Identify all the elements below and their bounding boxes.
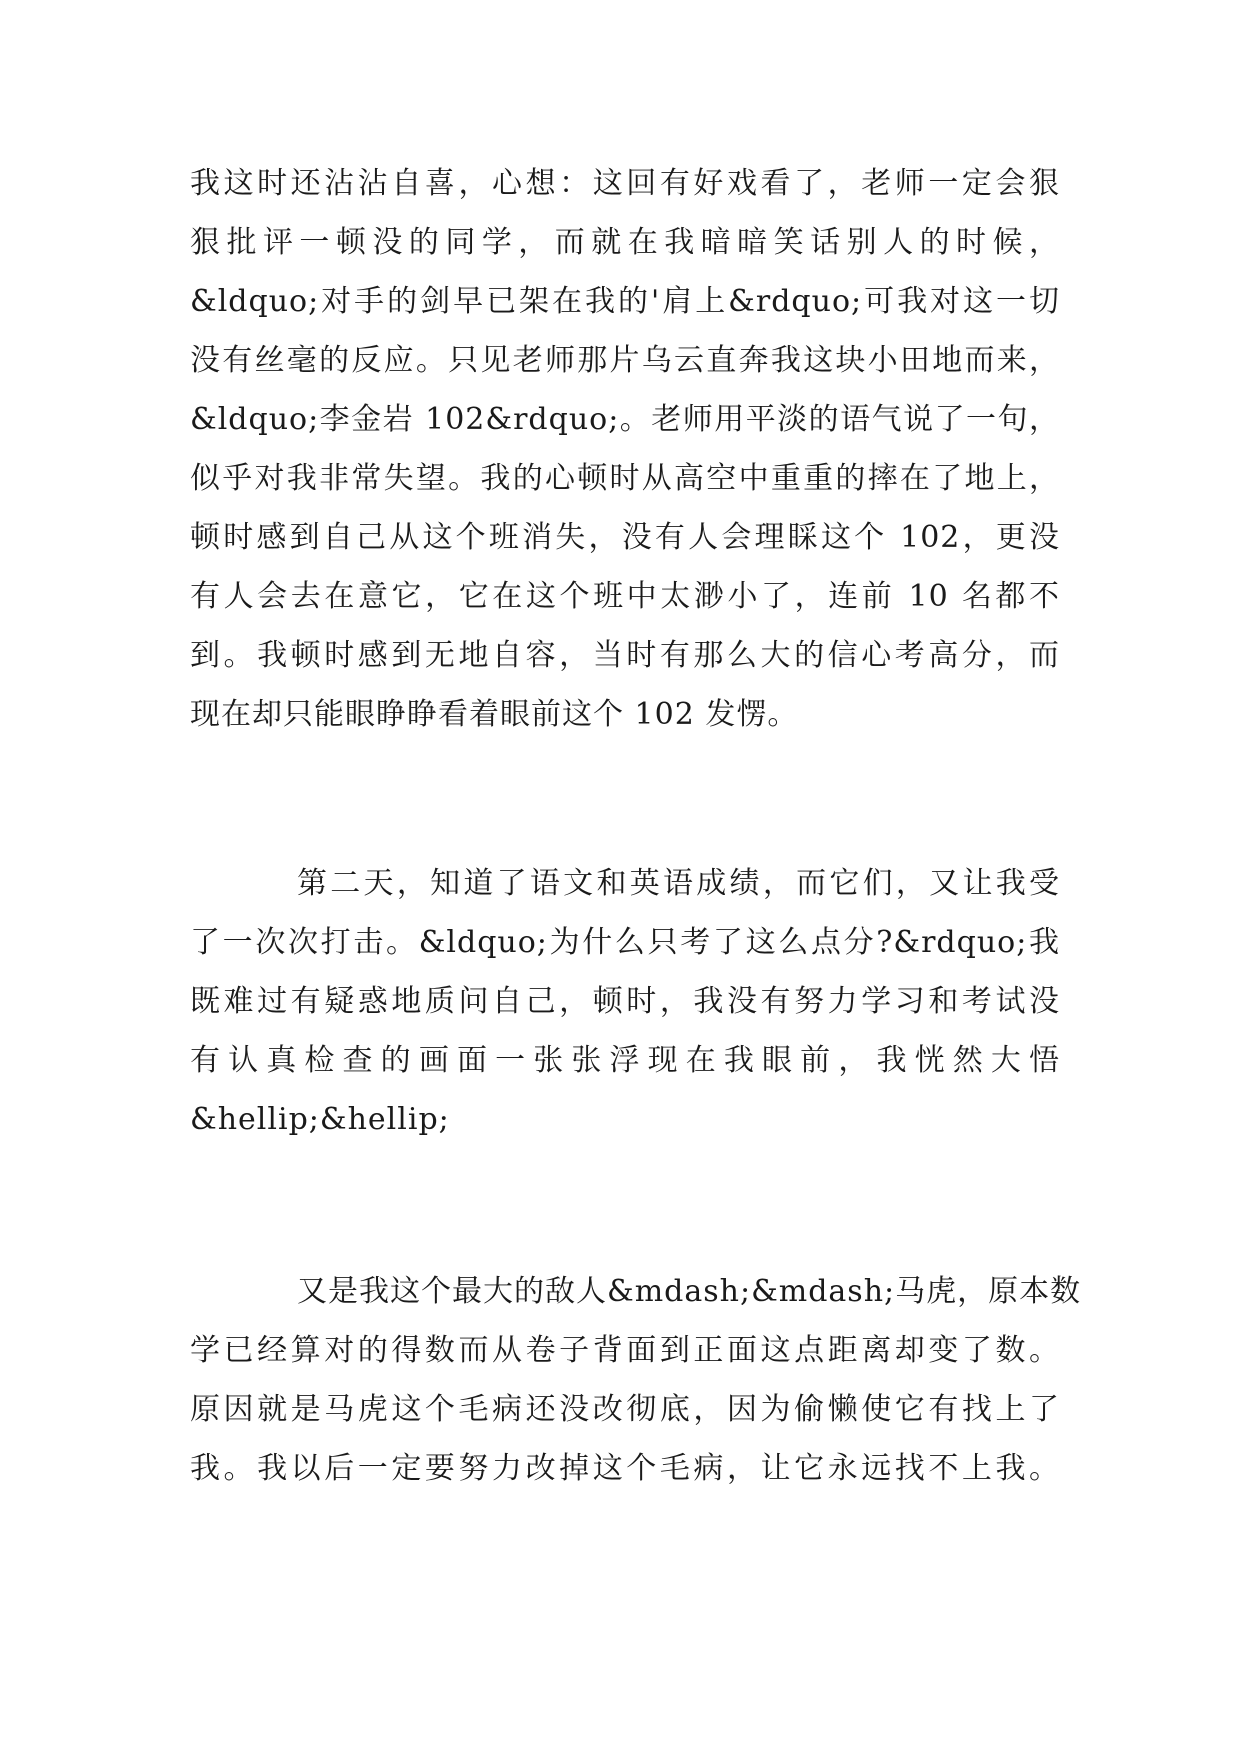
text-line: 我。我以后一定要努力改掉这个毛病，让它永远找不上我。 (190, 1451, 1060, 1486)
text-line: 了一次次打击。&ldquo;为什么只考了这么点分?&rdquo;我 (190, 925, 1060, 960)
text-line: 既难过有疑惑地质问自己，顿时，我没有努力学习和考试没 (190, 984, 1060, 1019)
text-line: 原因就是马虎这个毛病还没改彻底，因为偷懒使它有找上了 (190, 1392, 1060, 1427)
text-line: &ldquo;李金岩 102&rdquo;。老师用平淡的语气说了一句， (190, 402, 1060, 437)
text-line: 似乎对我非常失望。我的心顿时从高空中重重的摔在了地上， (190, 461, 1060, 496)
text-line: 到。我顿时感到无地自容，当时有那么大的信心考高分，而 (190, 638, 1060, 673)
paragraph-1 (190, 154, 1060, 744)
text-line: 没有丝毫的反应。只见老师那片乌云直奔我这块小田地而来， (190, 343, 1060, 378)
text-line: 顿时感到自己从这个班消失，没有人会理睬这个 102，更没 (190, 520, 1060, 555)
text-line: 我这时还沾沾自喜，心想：这回有好戏看了，老师一定会狠 (190, 166, 1060, 201)
paragraph-2 (190, 854, 1060, 1149)
text-line: &hellip;&hellip; (190, 1102, 450, 1137)
text-line: 第二天，知道了语文和英语成绩，而它们，又让我受 (297, 866, 1060, 901)
text-line: 学已经算对的得数而从卷子背面到正面这点距离却变了数。 (190, 1333, 1060, 1368)
text-line: 有认真检查的画面一张张浮现在我眼前，我恍然大悟 (190, 1043, 1060, 1078)
paragraph-3 (190, 1262, 1082, 1498)
text-line: 狠批评一顿没的同学，而就在我暗暗笑话别人的时候， (190, 225, 1060, 260)
text-line: &ldquo;对手的剑早已架在我的'肩上&rdquo;可我对这一切 (190, 284, 1060, 319)
text-line: 现在却只能眼睁睁看着眼前这个 102 发愣。 (190, 697, 799, 732)
text-line: 有人会去在意它，它在这个班中太渺小了，连前 10 名都不 (190, 579, 1060, 614)
text-line: 又是我这个最大的敌人&mdash;&mdash;马虎，原本数 (297, 1274, 1082, 1309)
